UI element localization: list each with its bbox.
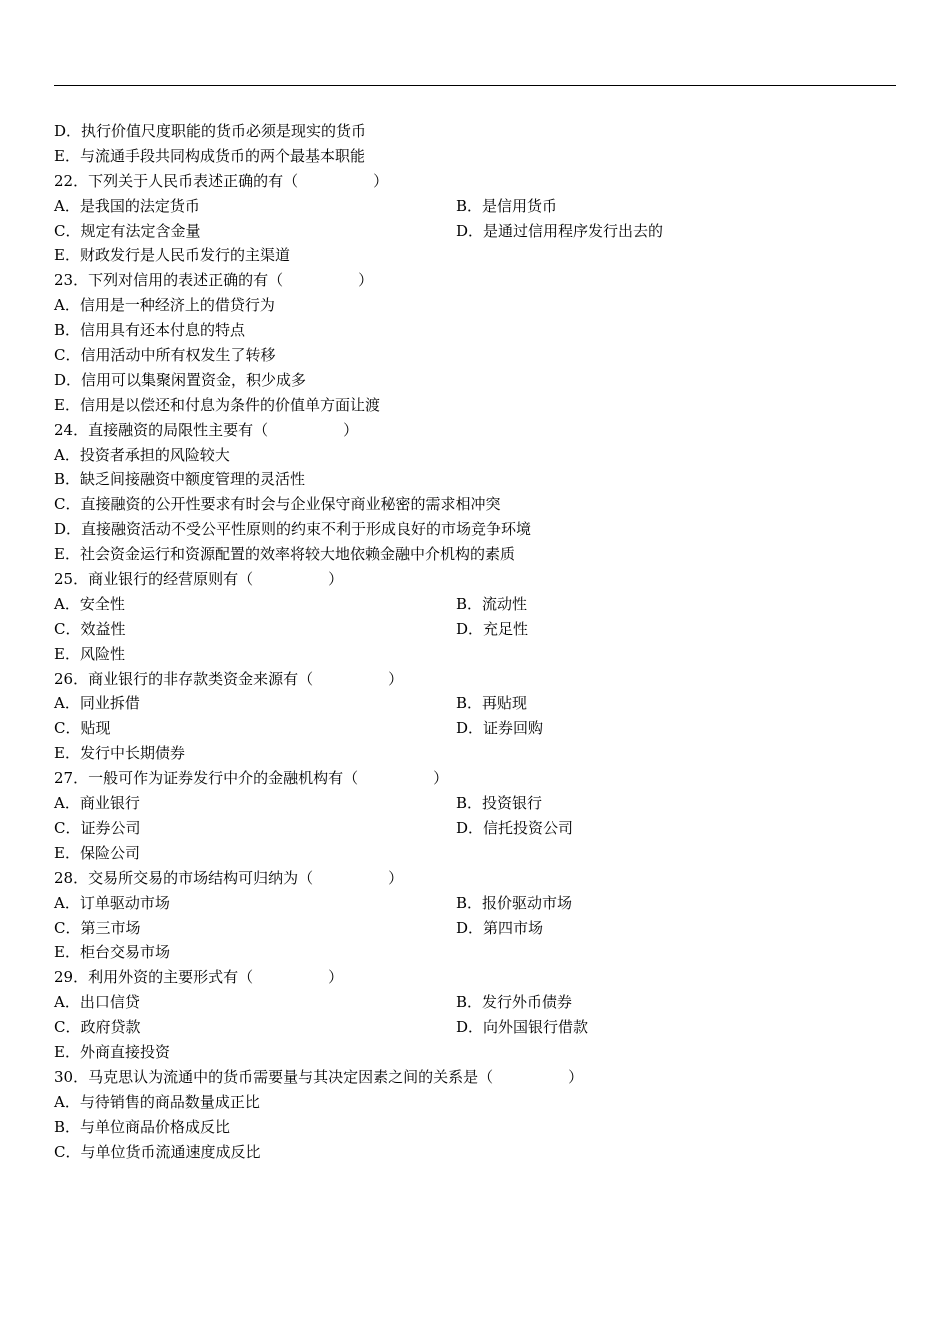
question-text: 27．一般可作为证券发行中介的金融机构有（ ） xyxy=(54,769,449,788)
option-d: D．信托投资公司 xyxy=(456,818,574,837)
option-row xyxy=(54,318,914,343)
question-text: 22．下列关于人民币表述正确的有（ ） xyxy=(54,171,389,190)
option-row xyxy=(54,517,914,542)
question-text: 26．商业银行的非存款类资金来源有（ ） xyxy=(54,669,404,688)
option-row xyxy=(54,467,914,492)
option-a: A．订单驱动市场 xyxy=(54,893,170,912)
header-rule xyxy=(54,85,896,86)
option-row xyxy=(54,841,914,866)
option-d: D．是通过信用程序发行出去的 xyxy=(456,221,664,240)
option-text: D．执行价值尺度职能的货币必须是现实的货币 xyxy=(54,122,367,140)
question-text: 25．商业银行的经营原则有（ ） xyxy=(54,570,344,589)
option-b: B．与单位商品价格成反比 xyxy=(54,1117,231,1136)
option-row xyxy=(54,592,914,617)
option-row xyxy=(54,542,914,567)
option-c: C．第三市场 xyxy=(54,918,141,937)
option-e: E．财政发行是人民币发行的主渠道 xyxy=(54,246,290,265)
question-30 xyxy=(54,1065,914,1090)
option-c: C．直接融资的公开性要求有时会与企业保守商业秘密的需求相冲突 xyxy=(54,495,501,514)
option-d: D．直接融资活动不受公平性原则的约束不利于形成良好的市场竞争环境 xyxy=(54,520,532,539)
option-e: E．外商直接投资 xyxy=(54,1042,170,1061)
question-22 xyxy=(54,169,914,194)
question-text: 30．马克思认为流通中的货币需要量与其决定因素之间的关系是（ ） xyxy=(54,1067,584,1086)
question-25 xyxy=(54,567,914,592)
option-row xyxy=(54,891,914,916)
option-row xyxy=(54,940,914,965)
option-row xyxy=(54,691,914,716)
option-c: C．贴现 xyxy=(54,719,111,738)
option-row xyxy=(54,816,914,841)
question-text: 29．利用外资的主要形式有（ ） xyxy=(54,968,344,987)
option-a: A．与待销售的商品数量成正比 xyxy=(54,1092,260,1111)
option-b: B．再贴现 xyxy=(456,694,528,713)
option-a: A．出口信贷 xyxy=(54,993,140,1012)
option-row xyxy=(54,1090,914,1115)
option-row xyxy=(54,791,914,816)
option-row xyxy=(54,990,914,1015)
option-b: B．是信用货币 xyxy=(456,196,558,215)
option-b: B．投资银行 xyxy=(456,794,543,813)
question-text: 23．下列对信用的表述正确的有（ ） xyxy=(54,271,374,290)
option-b: B．信用具有还本付息的特点 xyxy=(54,321,246,340)
question-text: 24．直接融资的局限性主要有（ ） xyxy=(54,420,359,439)
option-e: E．社会资金运行和资源配置的效率将较大地依赖金融中介机构的素质 xyxy=(54,545,515,564)
option-row xyxy=(54,293,914,318)
option-row xyxy=(54,492,914,517)
option-c: C．政府贷款 xyxy=(54,1018,141,1037)
option-row xyxy=(54,343,914,368)
option-a: A．信用是一种经济上的借贷行为 xyxy=(54,296,275,315)
option-row xyxy=(54,393,914,418)
option-row xyxy=(54,1115,914,1140)
option-line xyxy=(54,144,914,169)
option-a: A．商业银行 xyxy=(54,794,140,813)
question-text: 28．交易所交易的市场结构可归纳为（ ） xyxy=(54,868,404,887)
option-row xyxy=(54,642,914,667)
option-a: A．是我国的法定货币 xyxy=(54,196,200,215)
option-b: B．流动性 xyxy=(456,594,528,613)
option-row xyxy=(54,916,914,941)
option-c: C．证券公司 xyxy=(54,818,141,837)
option-b: B．缺乏间接融资中额度管理的灵活性 xyxy=(54,470,306,489)
question-28 xyxy=(54,866,914,891)
option-e: E．信用是以偿还和付息为条件的价值单方面让渡 xyxy=(54,395,380,414)
option-row xyxy=(54,219,914,244)
option-row xyxy=(54,716,914,741)
option-c: C．效益性 xyxy=(54,619,126,638)
option-row xyxy=(54,1015,914,1040)
option-row xyxy=(54,443,914,468)
option-c: C．与单位货币流通速度成反比 xyxy=(54,1142,261,1161)
option-line xyxy=(54,119,914,144)
option-text: E．与流通手段共同构成货币的两个最基本职能 xyxy=(54,146,365,165)
option-d: D．证券回购 xyxy=(456,719,544,738)
question-27 xyxy=(54,766,914,791)
option-row xyxy=(54,194,914,219)
option-b: B．发行外币债券 xyxy=(456,993,573,1012)
option-row xyxy=(54,1140,914,1165)
option-row xyxy=(54,617,914,642)
option-e: E．保险公司 xyxy=(54,843,140,862)
option-row xyxy=(54,1040,914,1065)
option-e: E．发行中长期债券 xyxy=(54,744,185,763)
option-a: A．安全性 xyxy=(54,594,125,613)
option-e: E．柜台交易市场 xyxy=(54,943,170,962)
option-c: C．信用活动中所有权发生了转移 xyxy=(54,346,276,365)
exam-content xyxy=(54,119,914,1164)
option-d: D．充足性 xyxy=(456,619,529,638)
option-d: D．第四市场 xyxy=(456,918,544,937)
option-c: C．规定有法定含金量 xyxy=(54,221,201,240)
option-d: D．信用可以集聚闲置资金，积少成多 xyxy=(54,370,307,389)
option-row xyxy=(54,741,914,766)
question-29 xyxy=(54,965,914,990)
option-d: D．向外国银行借款 xyxy=(456,1018,589,1037)
option-row xyxy=(54,243,914,268)
option-a: A．投资者承担的风险较大 xyxy=(54,445,230,464)
option-e: E．风险性 xyxy=(54,644,125,663)
question-26 xyxy=(54,667,914,692)
question-24 xyxy=(54,418,914,443)
option-a: A．同业拆借 xyxy=(54,694,140,713)
question-23 xyxy=(54,268,914,293)
option-row xyxy=(54,368,914,393)
option-b: B．报价驱动市场 xyxy=(456,893,573,912)
